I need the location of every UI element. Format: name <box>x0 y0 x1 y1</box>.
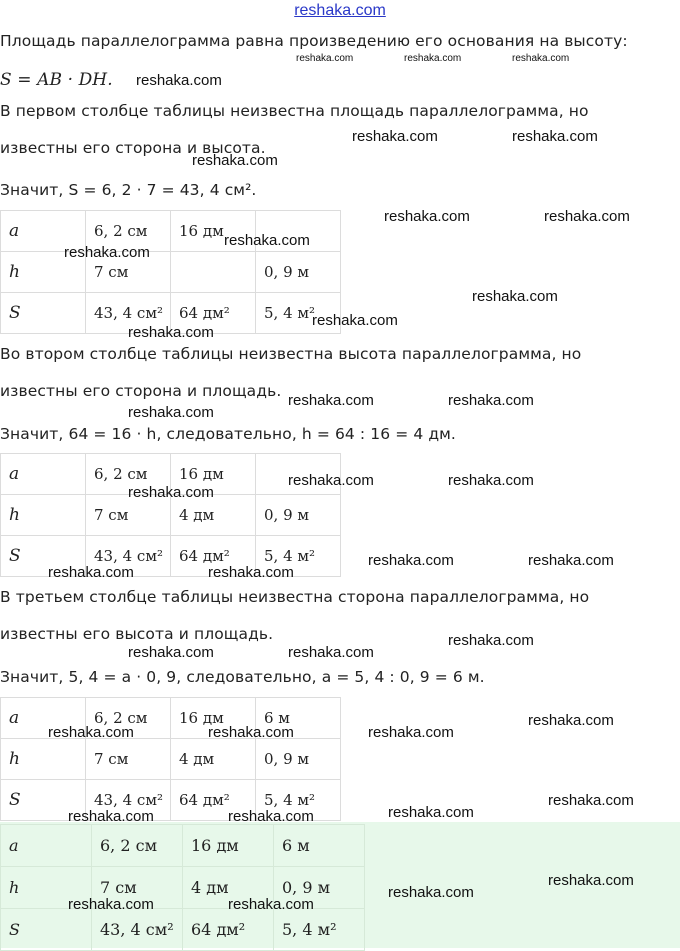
watermark: reshaka.com <box>352 128 438 145</box>
cell: 4 дм <box>171 739 256 780</box>
watermark: reshaka.com <box>128 644 214 661</box>
cell: 7 см <box>86 739 171 780</box>
watermark: reshaka.com <box>512 128 598 145</box>
watermark: reshaka.com <box>208 564 294 581</box>
column3-explanation-line2: известны его высота и площадь. <box>0 625 274 643</box>
watermark: reshaka.com <box>64 244 150 261</box>
watermark: reshaka.com <box>228 896 314 913</box>
watermark: reshaka.com <box>368 552 454 569</box>
watermark: reshaka.com <box>224 232 310 249</box>
cell: 64 дм² <box>171 536 256 577</box>
cell: 0, 9 м <box>256 739 341 780</box>
cell: 0, 9 м <box>256 252 341 293</box>
cell: 6, 2 см <box>86 211 171 252</box>
watermark: reshaka.com <box>128 404 214 421</box>
cell: 0, 9 м <box>274 867 365 909</box>
watermark: reshaka.com <box>68 808 154 825</box>
cell: 64 дм² <box>183 909 274 951</box>
watermark: reshaka.com <box>296 53 354 64</box>
watermark: reshaka.com <box>528 712 614 729</box>
row-var-s: S <box>1 293 86 334</box>
cell: 6, 2 см <box>86 698 171 739</box>
cell: 7 см <box>86 495 171 536</box>
watermark: reshaka.com <box>128 484 214 501</box>
site-header-link[interactable]: reshaka.com <box>294 2 386 19</box>
cell: 5, 4 м² <box>256 536 341 577</box>
row-var-h: h <box>1 495 86 536</box>
cell: 6, 2 см <box>86 454 171 495</box>
watermark: reshaka.com <box>448 472 534 489</box>
row-var-a: a <box>1 454 86 495</box>
column2-explanation-line2: известны его сторона и площадь. <box>0 382 282 400</box>
cell <box>171 252 256 293</box>
cell: 16 дм <box>171 454 256 495</box>
watermark: reshaka.com <box>48 564 134 581</box>
cell: 6 м <box>274 825 365 867</box>
watermark: reshaka.com <box>388 884 474 901</box>
column3-conclusion: Значит, 5, 4 = a · 0, 9, следовательно, a = 5, 4 : 0, 9 = 6 м. <box>0 668 485 686</box>
watermark: reshaka.com <box>312 312 398 329</box>
watermark: reshaka.com <box>368 724 454 741</box>
watermark: reshaka.com <box>448 392 534 409</box>
intro-text: Площадь параллелограмма равна произведению его основания на высоту: <box>0 32 628 50</box>
row-var-a: a <box>1 825 92 867</box>
watermark: reshaka.com <box>128 324 214 341</box>
cell: 64 дм² <box>171 293 256 334</box>
cell: 6 м <box>256 698 341 739</box>
row-var-h: h <box>1 739 86 780</box>
table-row <box>1 252 341 293</box>
column2-explanation-line1: Во втором столбце таблицы неизвестна высота параллелограмма, но <box>0 345 582 363</box>
row-var-a: a <box>1 211 86 252</box>
column1-conclusion: Значит, S = 6, 2 · 7 = 43, 4 см². <box>0 181 257 199</box>
cell: 43, 4 см² <box>92 909 183 951</box>
cell: 43, 4 см² <box>86 293 171 334</box>
cell: 4 дм <box>171 495 256 536</box>
column3-explanation-line1: В третьем столбце таблицы неизвестна сторона параллелограмма, но <box>0 588 590 606</box>
cell: 16 дм <box>171 698 256 739</box>
table-row <box>1 825 365 867</box>
row-var-s: S <box>1 780 86 821</box>
table-step3 <box>0 697 341 821</box>
column2-conclusion: Значит, 64 = 16 · h, следовательно, h = 64 : 16 = 4 дм. <box>0 425 456 443</box>
watermark: reshaka.com <box>136 72 222 89</box>
cell: 0, 9 м <box>256 495 341 536</box>
table-final-answer <box>0 824 365 951</box>
watermark: reshaka.com <box>228 808 314 825</box>
watermark: reshaka.com <box>548 792 634 809</box>
cell: 5, 4 м² <box>274 909 365 951</box>
watermark: reshaka.com <box>388 804 474 821</box>
table-row <box>1 739 341 780</box>
watermark: reshaka.com <box>512 53 570 64</box>
cell: 43, 4 см² <box>86 780 171 821</box>
cell: 5, 4 м² <box>256 780 341 821</box>
watermark: reshaka.com <box>288 644 374 661</box>
table-row <box>1 909 365 951</box>
area-formula: S = AB · DH. <box>0 70 113 90</box>
cell: 16 дм <box>183 825 274 867</box>
watermark: reshaka.com <box>448 632 534 649</box>
row-var-h: h <box>1 252 86 293</box>
watermark: reshaka.com <box>548 872 634 889</box>
watermark: reshaka.com <box>48 724 134 741</box>
watermark: reshaka.com <box>384 208 470 225</box>
cell: 64 дм² <box>171 780 256 821</box>
row-var-a: a <box>1 698 86 739</box>
watermark: reshaka.com <box>472 288 558 305</box>
row-var-h: h <box>1 867 92 909</box>
watermark: reshaka.com <box>404 53 462 64</box>
column1-explanation-line2: известны его сторона и высота. <box>0 139 266 157</box>
watermark: reshaka.com <box>288 392 374 409</box>
row-var-s: S <box>1 536 86 577</box>
cell: 5, 4 м² <box>256 293 341 334</box>
watermark: reshaka.com <box>544 208 630 225</box>
watermark: reshaka.com <box>528 552 614 569</box>
cell: 43, 4 см² <box>86 536 171 577</box>
table-step1 <box>0 210 341 334</box>
cell: 7 см <box>92 867 183 909</box>
cell: 4 дм <box>183 867 274 909</box>
watermark: reshaka.com <box>68 896 154 913</box>
row-var-s: S <box>1 909 92 951</box>
column1-explanation-line1: В первом столбце таблицы неизвестна площадь параллелограмма, но <box>0 102 589 120</box>
cell: 6, 2 см <box>92 825 183 867</box>
cell: 7 см <box>86 252 171 293</box>
watermark: reshaka.com <box>288 472 374 489</box>
cell: 16 дм <box>171 211 256 252</box>
watermark: reshaka.com <box>208 724 294 741</box>
watermark: reshaka.com <box>192 152 278 169</box>
